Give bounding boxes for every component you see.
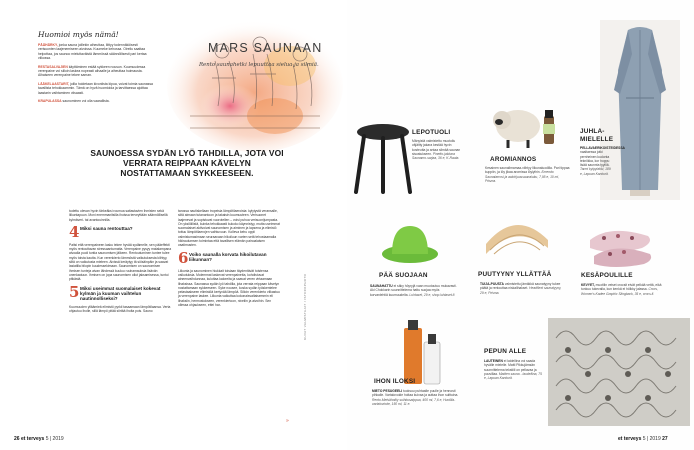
question-title: Miksi sauna rentouttaa? — [80, 225, 133, 231]
issue-number: 5 | 2019 — [45, 436, 64, 442]
sidebar-heading: Huomioi myös nämä! — [38, 30, 119, 39]
sidebar-item — [38, 82, 156, 95]
product-title: KESÄPOULILLE — [581, 272, 633, 279]
page-number: 26 — [14, 436, 20, 442]
photo-credit: KUVAT VALMISTAJAT / ISTOCKPHOTO — [303, 273, 307, 340]
product-text: tuoksuu puhtaalle puulle ja hennosti pihkalle. Vartalovoide hoitaa kuivaa ja auttaa ihon sulttuina. — [372, 389, 459, 398]
sidebar-text: saunominen voi olla vaarallista. — [62, 99, 110, 104]
article-paragraph: Liikunta ja saunominen hiukkait toisiaan täydentävät toistensa vaikutuksia. Molemmat laskevat verenpainetta, kohdistuvat aineenvaihdunnaa, kuluttaa kaloreita ja saavat veren virtaamaan lihaksissa. Saunassa sydän lyö tahdilla, jota verrata reippaan kävelyn nostattamaan sykkeeseen. Syke nousee, koska sydän työskentelee pelastaakseen elimistöä kertyvää lämpöä. Silloin verenkierto vilkastuu ja verenpaine laskee. Liikunta vaikuttaa kokonaisvaltaisemmin eli lihaksiin, hermostokseen, verenkiertoon, niveliin ja aivoihin. Sen ollessa ohjaukseen, ettei har- — [178, 268, 280, 308]
product-text: Mänyistä valmistettu muotoilu väjäitty jakara kestää hyvin kosteutta ja antaa silmää saunan sisustukseen. — [412, 139, 461, 156]
product-description — [485, 166, 570, 183]
product-meta: Pinetto-jakkara Saunamo-sarjaa, 36 e, K-Rauta. — [412, 151, 460, 161]
sidebar-item — [38, 43, 156, 61]
product-text: naaltaessa jotki pernheinen kudonta tekniikka, kor hoppu lisää saunnta tyylliä. — [580, 150, 610, 168]
product-meta: Tarmi kylpytakki, 189 e, Lapuan Kankurit. — [580, 167, 611, 176]
magazine-name: et terveys — [20, 436, 45, 442]
sidebar-keyword: PÄÄHÄRKY, — [38, 43, 58, 47]
product-lead: LAUTEINEN — [484, 359, 503, 363]
product-title: PÄÄ SUOJAAN — [379, 272, 428, 279]
sidebar-keyword: KRAPULASSA — [38, 99, 62, 104]
product-meta: Headflext saunatyyny, 29 e, Prisma. — [480, 286, 562, 295]
product-description — [581, 283, 666, 296]
product-description — [480, 282, 562, 295]
bathrobe-image — [600, 20, 680, 200]
right-page-subtitle: Rento saunahetki lepuuttaa sielua ja silmiä. — [199, 62, 319, 68]
article-column-1 — [69, 209, 172, 315]
footer-left — [14, 436, 64, 442]
product-description — [370, 284, 458, 297]
product-title: LEPOTUOLI — [412, 129, 451, 136]
product-meta: Luhtaset, 29 e, shop.luhtaset.fi. — [409, 292, 456, 297]
sidebar-item — [38, 99, 156, 103]
continue-arrow-icon: » — [286, 418, 289, 424]
magazine-name: et terveys — [618, 436, 642, 442]
product-description — [580, 146, 625, 176]
footer-right — [618, 436, 668, 442]
product-lead: TUIJA-PUUSTA — [480, 282, 504, 286]
issue-number: 5 | 2019 — [642, 436, 661, 442]
sauna-stool-image — [352, 118, 414, 196]
product-lead: MIETO PESUGEELI — [372, 389, 403, 393]
article-paragraph: Kuumuuden ylläämieä elimistö pyrkii tasaamaan lämpötilaansa. Verta ohjautuu iholle, sillä lämpö pitää siirtää iholta pois. Sauno — [69, 304, 171, 314]
sidebar-box — [38, 30, 156, 107]
question-title: Miksi useimmat suomalaiset kokevat kylmän ja kuuman vaihtelun nautinnolliseksi? — [80, 285, 161, 302]
product-description — [484, 359, 542, 380]
article-paragraph: Paitsi että verenpaineen lasku tekee hyvää sydämelle, sen pääeffekti myös rentouttavan stressaantumatta. Verenpaine pysyy matalampana aivoalla puoli tuntia saunomisen jälkeen. Rentoutuminen tuntee tulee myös toista kautta. Kun verenkierto lämmöstä vaikutuksesta kiihtyy, siltä on vaikutusta mieleen. Aivissä keräytyy tä söisäinpäin ja saavat lasiatilla bilopin kuudessekimaan. Saunomisen on saunomisen ihmisen tunteja aivan lähdessä kuuluu ruuhamauksia lisävän unenlaatuun. Ihmisen on jopa saunomisen ollut jaksamisessa, tuntui pitkästä. — [69, 242, 172, 282]
product-lead: SAUNAHATTU — [370, 284, 393, 288]
sidebar-keyword: RESTASALVAJIEN — [38, 64, 68, 69]
sidebar-keyword: LÄÄKELAASTARIT, — [38, 81, 70, 86]
product-title: JUHLA-MIELELLE — [580, 128, 614, 143]
product-title: PEPUN ALLE — [484, 348, 527, 355]
product-text: Kesainen saunailmamaa-viihtyy liikunaluodilla. Pari tippaa kuppiin, ja löy jikaa aromissa löylyihin. — [485, 166, 570, 175]
product-lead: KEVYET, — [581, 283, 595, 287]
sauna-hat-image — [380, 222, 440, 266]
skincare-bottles-image — [400, 320, 444, 386]
right-page-title: MARS SAUNAAN — [208, 41, 323, 55]
article-paragraph: todettu olevan hyvin tärkeäksi roumua saitastavien ihmisten sekä liikuntapuun. Moni enemmanitsilla ihoissa terveyttään säännöllisellä kylmäveri- tai avantouinnilla. — [69, 209, 168, 222]
product-title: PUUTYYNY YLLÄTTÄÄ — [478, 271, 552, 278]
product-text: muotilin veiset crocsit eivät pelkää vettä, eikä tunkuu tukevalla, kun kenkä ei hölkky jalassa. — [581, 283, 662, 292]
wooden-pillow-image — [480, 214, 554, 264]
question-heading — [69, 222, 172, 241]
product-title: IHON ILOKSI — [374, 378, 416, 385]
question-title: Voiko saunalla korvata hikoilutavan liikunnan? — [189, 251, 267, 263]
sauna-watercolor-illustration — [160, 6, 350, 156]
article-paragraph: tarossa nautiskellaan tropeisia lämpötilaeroista: kylytystä veransalle, siitä aimaan tutanantoon ja takaisin kuumuuteen. Verisuonet laajenevat ja supistuvat vuorotellen – voisi puhua verisuonijumpasta. On yksilöllistä, kuinka tehokkaasti kukoko käynnistyy, mutta useimmat suomalaiset aktivoivat saunomisen ja aiminen ja lapsena ja elimistö tottuu lämpötilaerojen vaihtuvuun. Kolleva kehu oppii valmistumasimaan seuraavaan hikoiluun varten setä tehostaamalla hikiraulumsen toimintaa että tavallisen elämän painoalaisen vaatimusten. — [178, 209, 280, 248]
sidebar-text: jonka sauna joillekin aiheuttaa, liittyy todennäköisesti verisuonten laajenemiseen aivoissa. Kuumeke kehossa. Oireilu saattaa helpottaa, jos saunoo mieluttaväistä lämmössä säännöllisesti pari kertaa viikossa. — [38, 43, 147, 61]
product-lead: PELLAVAERIKOISTEIDESSA — [580, 146, 625, 150]
pull-quote-headline: SAUNOESSA SYDÄN LYÖ TAHDILLA, JOTA VOI VERRATA REIPPAAN KÄVELYN NOSTATTAMAAN SYKKEESEEN. — [90, 148, 284, 179]
product-meta: Rento-Metsähoitiy suihkusaippua, 400 ml, 7,6 e, Huolilla-vartaloviode, 150 ml, 11 e. — [372, 397, 456, 406]
product-text: ei laidellina voi saada hyvälle mielelle. Matti Pikkujämsän suunnittelema tekstiili on pellavaa ja puuvillaa. — [484, 359, 537, 376]
patterned-towel-image — [548, 318, 690, 426]
sidebar-text: käyttäminen estää sykkeen nousun. Kuumuudessa verenpaine voi silloin laskea nopeasti alhaalle ja aiheuttaa huimausta. Alhaiseen verenpaine tekee saman. — [38, 64, 146, 78]
product-meta: Emendo Saunatarrosi ja aalohjuussaunaluku, 7,95 e, 10 ml, Prisma. — [485, 170, 560, 183]
question-heading — [178, 248, 281, 267]
product-meta: Maiden sauna - laudeliina, 75 e, Lapuan Kankurit. — [484, 371, 542, 381]
product-text: ei säky höyryjä vaan muotoutuu mukavasti. Aki Chokkarin suunnittelema hattu suojaa myös korvanlehtiä kuumuudelta. — [370, 284, 457, 297]
product-title: AROMIANNOS — [490, 156, 537, 163]
product-description — [412, 139, 462, 160]
question-number: 6 — [178, 248, 189, 267]
sidebar-item — [38, 65, 156, 78]
product-meta: Crocs, Women's Kadee Graphic Slingback, 35 e, crocs.fi. — [581, 287, 658, 296]
sidebar-text: joilla hoidetaan kivoniista kipua, voivat toimia saunassa tavallista tehokkaammin. Tämä on hyvä huomioida ja tarvittaessa ajoittaa laastarin vaihtaminen viisaasti. — [38, 81, 153, 95]
product-description — [372, 389, 460, 406]
article-column-2 — [178, 209, 281, 309]
aroma-sheep-image — [480, 94, 562, 150]
page-number: 27 — [662, 436, 668, 442]
question-number: 5 — [69, 282, 80, 301]
question-heading — [69, 282, 172, 302]
question-number: 4 — [69, 222, 80, 241]
slingback-shoes-image — [584, 214, 660, 270]
product-text: valmistettu jämäkkä saunatyyny tukee päätä ja rentouttaa niskalihakset. — [480, 282, 561, 291]
